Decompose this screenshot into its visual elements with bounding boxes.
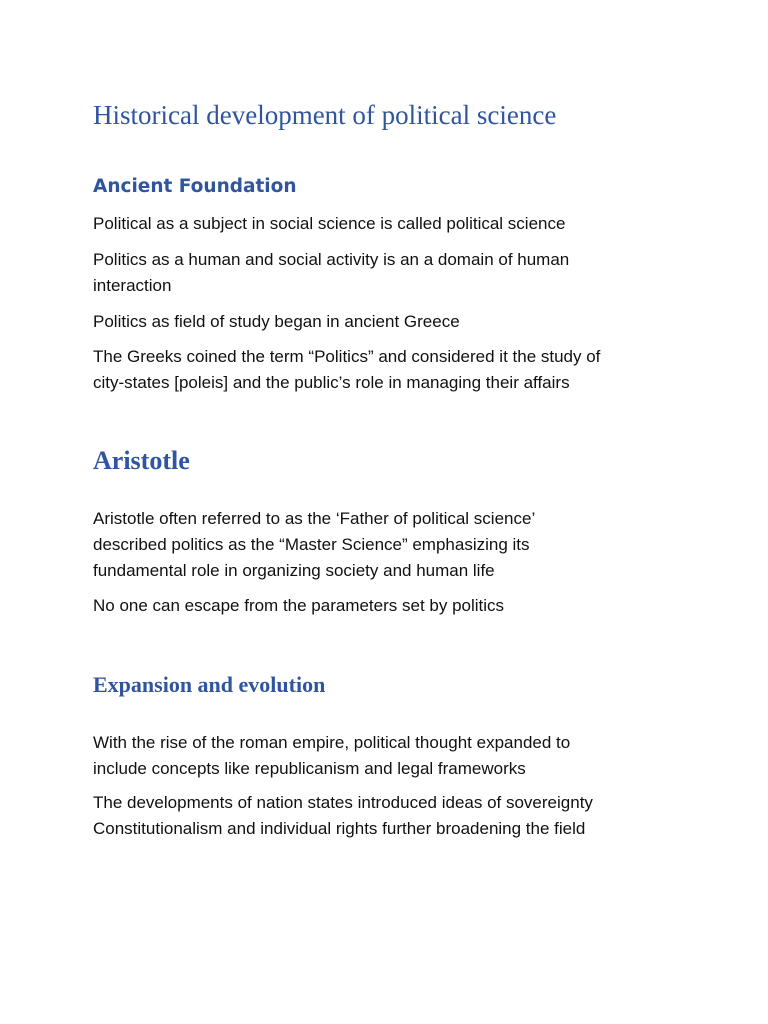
paragraph	[93, 593, 713, 619]
paragraph	[93, 344, 713, 396]
paragraph-line: With the rise of the roman empire, political thought expanded to	[93, 733, 571, 752]
paragraph-line: described politics as the “Master Science” emphasizing its	[93, 535, 530, 554]
paragraph-line: Constitutionalism and individual rights further broadening the field	[93, 819, 586, 838]
paragraph-line: The Greeks coined the term “Politics” and considered it the study of	[93, 347, 601, 366]
paragraph	[93, 247, 713, 299]
paragraph	[93, 309, 713, 335]
paragraph-line: Political as a subject in social science is called political science	[93, 214, 566, 233]
paragraph-line: include concepts like republicanism and legal frameworks	[93, 759, 526, 778]
paragraph	[93, 506, 713, 584]
document-page	[93, 0, 713, 1024]
section-heading-expansion-and-evolution: Expansion and evolution	[93, 672, 326, 697]
paragraph-line: The developments of nation states introduced ideas of sovereignty	[93, 793, 593, 812]
paragraph-line: Aristotle often referred to as the ‘Father of political science’	[93, 509, 536, 528]
paragraph-line: interaction	[93, 276, 172, 295]
section-heading-aristotle: Aristotle	[93, 446, 190, 475]
paragraph-line: No one can escape from the parameters set by politics	[93, 596, 505, 615]
paragraph	[93, 790, 713, 842]
paragraph-line: fundamental role in organizing society and human life	[93, 561, 495, 580]
paragraph-line: city-states [poleis] and the public’s role in managing their affairs	[93, 373, 570, 392]
paragraph	[93, 211, 713, 237]
paragraph-line: Politics as a human and social activity is an a domain of human	[93, 250, 570, 269]
paragraph	[93, 730, 713, 782]
section-heading-ancient-foundation: Ancient Foundation	[93, 176, 297, 197]
paragraph-line: Politics as field of study began in ancient Greece	[93, 312, 460, 331]
page-title: Historical development of political science	[93, 100, 557, 130]
